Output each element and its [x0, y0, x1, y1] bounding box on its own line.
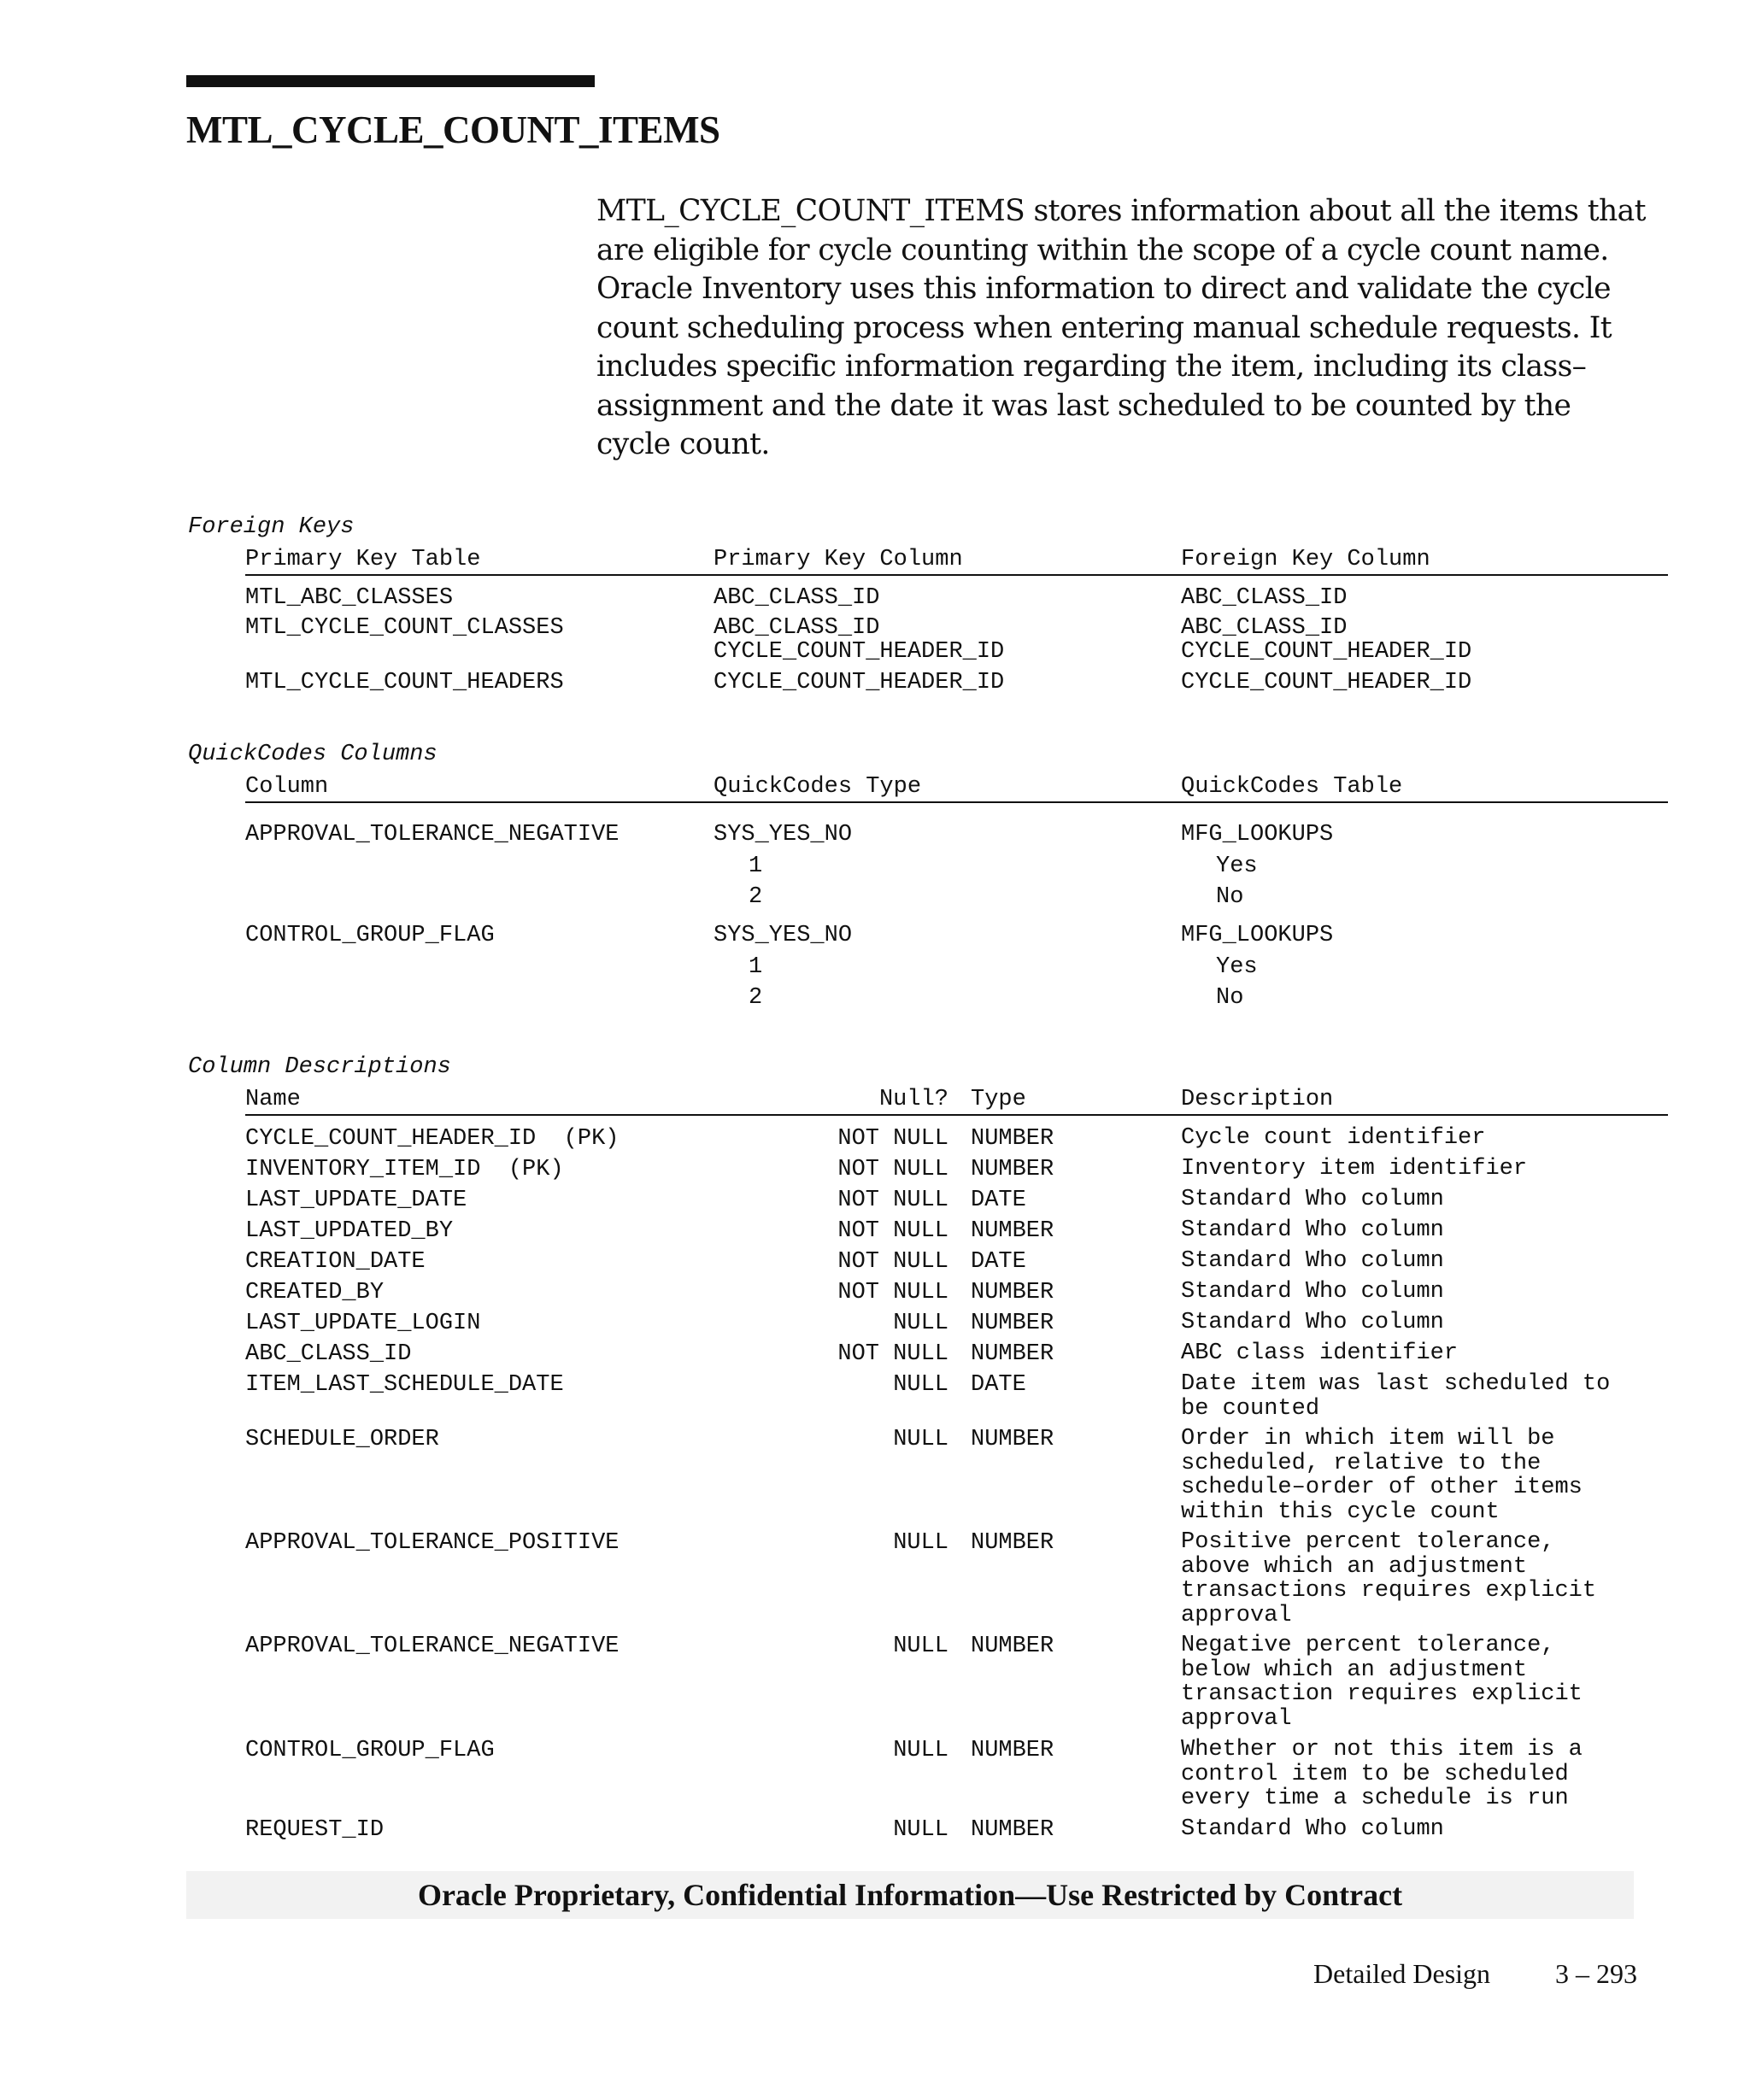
columns-label: Column Descriptions: [188, 1054, 451, 1080]
column-null: NULL: [893, 1817, 948, 1843]
column-description: Standard Who column: [1181, 1248, 1444, 1274]
foreign-keys-label: Foreign Keys: [188, 514, 355, 540]
fk-header-pk-column: Primary Key Column: [714, 547, 963, 572]
fk-cell: ABC_CLASS_ID: [1181, 615, 1348, 641]
column-description: Standard Who column: [1181, 1217, 1444, 1243]
column-null: NOT NULL: [837, 1341, 948, 1367]
qc-cell: Yes: [1216, 853, 1258, 879]
column-name: CREATION_DATE: [245, 1249, 426, 1275]
page-title: MTL_CYCLE_COUNT_ITEMS: [186, 109, 720, 151]
qc-cell: SYS_YES_NO: [714, 923, 853, 948]
column-null: NOT NULL: [837, 1157, 948, 1182]
column-name: ABC_CLASS_ID: [245, 1341, 412, 1367]
qc-cell: 1: [749, 954, 763, 980]
column-null: NOT NULL: [837, 1188, 948, 1213]
column-description: Inventory item identifier: [1181, 1156, 1528, 1182]
column-name: LAST_UPDATED_BY: [245, 1218, 454, 1244]
col-header-rule: [245, 1114, 1668, 1116]
column-type: DATE: [971, 1188, 1026, 1213]
qc-header-table: QuickCodes Table: [1181, 774, 1403, 800]
column-description: Standard Who column: [1181, 1279, 1444, 1305]
column-null: NULL: [893, 1634, 948, 1659]
column-type: NUMBER: [971, 1738, 1054, 1763]
footer-section: Detailed Design: [1313, 1958, 1491, 1989]
column-name: INVENTORY_ITEM_ID (PK): [245, 1157, 564, 1182]
column-name: LAST_UPDATE_LOGIN: [245, 1311, 481, 1336]
qc-header-type: QuickCodes Type: [714, 774, 922, 800]
qc-cell: No: [1216, 884, 1244, 910]
fk-header-pk-table: Primary Key Table: [245, 547, 481, 572]
qc-cell: 2: [749, 985, 763, 1011]
footer-page-number: 3 – 293: [1555, 1958, 1637, 1989]
fk-cell: MTL_ABC_CLASSES: [245, 585, 454, 611]
qc-header-rule: [245, 801, 1668, 803]
column-name: CONTROL_GROUP_FLAG: [245, 1738, 495, 1763]
column-null: NOT NULL: [837, 1249, 948, 1275]
column-name: ITEM_LAST_SCHEDULE_DATE: [245, 1372, 564, 1398]
fk-cell: MTL_CYCLE_COUNT_CLASSES: [245, 615, 564, 641]
column-type: NUMBER: [971, 1218, 1054, 1244]
col-header-null: Null?: [878, 1087, 948, 1112]
column-description: Negative percent tolerance, below which an adjustment transaction requires explicit approval: [1181, 1633, 1583, 1732]
column-name: APPROVAL_TOLERANCE_POSITIVE: [245, 1530, 620, 1556]
title-rule: [186, 75, 595, 87]
fk-cell: ABC_CLASS_ID: [714, 615, 880, 641]
qc-cell: MFG_LOOKUPS: [1181, 822, 1334, 848]
column-description: ABC class identifier: [1181, 1340, 1459, 1366]
column-null: NULL: [893, 1427, 948, 1452]
column-null: NOT NULL: [837, 1126, 948, 1152]
column-type: DATE: [971, 1372, 1026, 1398]
qc-cell: 1: [749, 853, 763, 879]
column-type: NUMBER: [971, 1126, 1054, 1152]
confidential-banner: Oracle Proprietary, Confidential Information––Use Restricted by Contract: [186, 1871, 1634, 1919]
column-type: NUMBER: [971, 1427, 1054, 1452]
fk-cell: CYCLE_COUNT_HEADER_ID: [714, 670, 1005, 695]
fk-header-fk-column: Foreign Key Column: [1181, 547, 1430, 572]
fk-cell: MTL_CYCLE_COUNT_HEADERS: [245, 670, 564, 695]
col-header-description: Description: [1181, 1087, 1334, 1112]
column-name: SCHEDULE_ORDER: [245, 1427, 439, 1452]
column-type: NUMBER: [971, 1634, 1054, 1659]
column-type: NUMBER: [971, 1817, 1054, 1843]
qc-cell: MFG_LOOKUPS: [1181, 923, 1334, 948]
fk-header-rule: [245, 574, 1668, 576]
column-name: CREATED_BY: [245, 1280, 385, 1305]
column-type: NUMBER: [971, 1311, 1054, 1336]
qc-header-column: Column: [245, 774, 329, 800]
fk-cell: CYCLE_COUNT_HEADER_ID: [1181, 670, 1472, 695]
qc-cell: CONTROL_GROUP_FLAG: [245, 923, 495, 948]
fk-cell: ABC_CLASS_ID: [1181, 585, 1348, 611]
column-type: DATE: [971, 1249, 1026, 1275]
column-type: NUMBER: [971, 1280, 1054, 1305]
column-name: LAST_UPDATE_DATE: [245, 1188, 467, 1213]
col-header-name: Name: [245, 1087, 301, 1112]
column-type: NUMBER: [971, 1157, 1054, 1182]
column-description: Date item was last scheduled to be counted: [1181, 1371, 1611, 1422]
column-type: NUMBER: [971, 1530, 1054, 1556]
qc-cell: SYS_YES_NO: [714, 822, 853, 848]
quickcodes-label: QuickCodes Columns: [188, 742, 438, 767]
qc-cell: Yes: [1216, 954, 1258, 980]
fk-cell: CYCLE_COUNT_HEADER_ID: [1181, 639, 1472, 665]
qc-cell: 2: [749, 884, 763, 910]
column-description: Standard Who column: [1181, 1187, 1444, 1212]
column-null: NULL: [893, 1738, 948, 1763]
column-null: NOT NULL: [837, 1218, 948, 1244]
column-description: Cycle count identifier: [1181, 1125, 1486, 1151]
qc-cell: APPROVAL_TOLERANCE_NEGATIVE: [245, 822, 620, 848]
column-name: APPROVAL_TOLERANCE_NEGATIVE: [245, 1634, 620, 1659]
column-null: NULL: [893, 1530, 948, 1556]
qc-cell: No: [1216, 985, 1244, 1011]
column-description: Order in which item will be scheduled, relative to the schedule–order of other items within this cycle count: [1181, 1426, 1583, 1525]
column-name: REQUEST_ID: [245, 1817, 385, 1843]
col-header-type: Type: [971, 1087, 1026, 1112]
column-description: Whether or not this item is a control item to be scheduled every time a schedule is run: [1181, 1737, 1583, 1811]
column-null: NULL: [893, 1311, 948, 1336]
fk-cell: CYCLE_COUNT_HEADER_ID: [714, 639, 1005, 665]
column-description: Standard Who column: [1181, 1816, 1444, 1842]
column-name: CYCLE_COUNT_HEADER_ID (PK): [245, 1126, 620, 1152]
column-description: Positive percent tolerance, above which an adjustment transactions requires explicit approval: [1181, 1529, 1597, 1628]
fk-cell: ABC_CLASS_ID: [714, 585, 880, 611]
column-null: NOT NULL: [837, 1280, 948, 1305]
column-null: NULL: [893, 1372, 948, 1398]
column-description: Standard Who column: [1181, 1310, 1444, 1335]
intro-paragraph: MTL_CYCLE_COUNT_ITEMS stores information about all the items that are eligible for cycle counting within the scope of a cycle count name. Oracle Inventory uses this information to direct and validate the cycle count scheduling process when entering manual schedule requests. It includes specific information regarding the item, including its class–assignment and the date it was last scheduled to be counted by the cycle count.: [596, 194, 1646, 461]
column-type: NUMBER: [971, 1341, 1054, 1367]
